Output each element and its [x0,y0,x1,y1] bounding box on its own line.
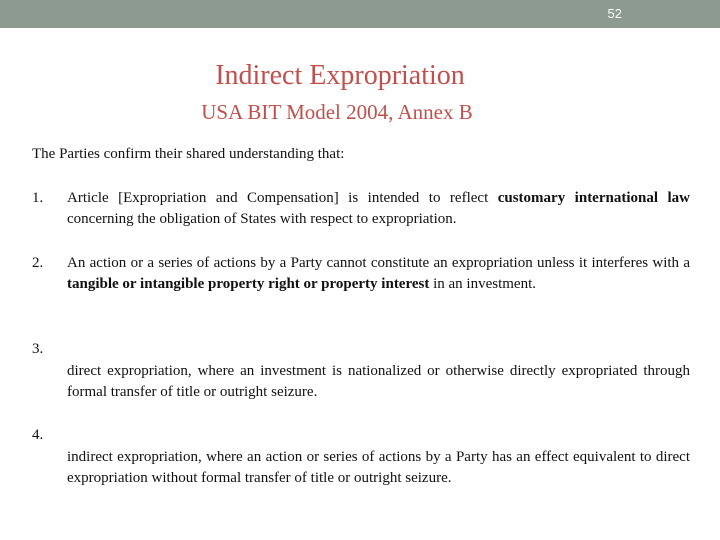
item-text: An action or a series of actions by a Party cannot constitute an expropriation unless it interferes with a tangible or intangible property right or property interest in an investment. [67,255,690,292]
intro-text: The Parties confirm their shared understanding that: [32,146,345,162]
item-number: 3. [32,341,44,357]
item-text: direct expropriation, where an investment is nationalized or otherwise directly expropriated through formal transfer of title or outright seizure. [67,363,690,400]
item-text: indirect expropriation, where an action or series of actions by a Party has an effect equivalent to direct expropriation without formal transfer of title or outright seizure. [67,449,690,486]
slide-title: Indirect Expropriation [215,60,465,91]
item-number: 4. [32,427,44,443]
emphasis-text: tangible or intangible property right or property interest [67,276,430,292]
item-number: 2. [32,255,44,271]
header-bar [0,0,720,28]
item-number: 1. [32,190,44,206]
slide-subtitle: USA BIT Model 2004, Annex B [201,100,473,124]
emphasis-text: customary international law [497,190,690,206]
item-text: Article [Expropriation and Compensation] is intended to reflect customary international law concerning the obligation of States with respect to expropriation. [67,190,690,227]
slide-number: 52 [607,6,622,21]
